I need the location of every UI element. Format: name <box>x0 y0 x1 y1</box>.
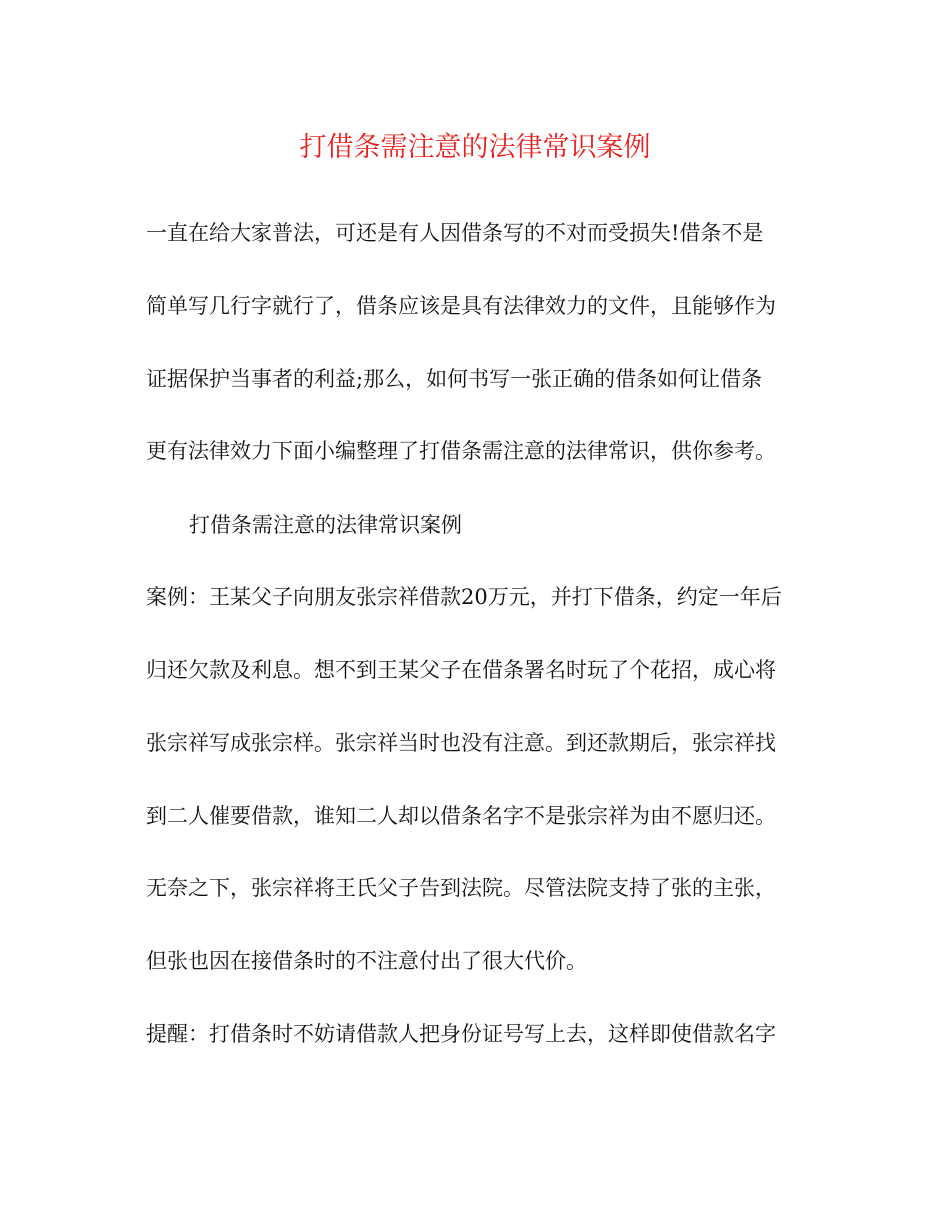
section-heading: 打借条需注意的法律常识案例 <box>189 513 462 537</box>
paragraph-line: 提醒：打借条时不妨请借款人把身份证号写上去，这样即使借款名字 <box>146 1022 776 1046</box>
paragraph-line: 归还欠款及利息。想不到王某父子在借条署名时玩了个花招，成心将 <box>146 658 776 682</box>
paragraph-line: 张宗祥写成张宗样。张宗祥当时也没有注意。到还款期后，张宗祥找 <box>146 731 776 755</box>
paragraph-line: 证据保护当事者的利益;那么，如何书写一张正确的借条如何让借条 <box>146 367 763 391</box>
paragraph-line: 无奈之下，张宗祥将王氏父子告到法院。尽管法院支持了张的主张， <box>146 876 776 900</box>
paragraph-line: 到二人催要借款，谁知二人却以借条名字不是张宗祥为由不愿归还。 <box>146 804 776 828</box>
paragraph-line: 更有法律效力下面小编整理了打借条需注意的法律常识，供你参考。 <box>146 439 776 463</box>
paragraph-line: 简单写几行字就行了，借条应该是具有法律效力的文件，且能够作为 <box>146 294 776 318</box>
paragraph-line: 但张也因在接借条时的不注意付出了很大代价。 <box>146 949 587 973</box>
paragraph-line: 案例：王某父子向朋友张宗祥借款20万元，并打下借条，约定一年后 <box>146 585 782 609</box>
paragraph-line: 一直在给大家普法，可还是有人因借条写的不对而受损失!借条不是 <box>146 221 764 245</box>
document-title: 打借条需注意的法律常识案例 <box>299 132 651 163</box>
